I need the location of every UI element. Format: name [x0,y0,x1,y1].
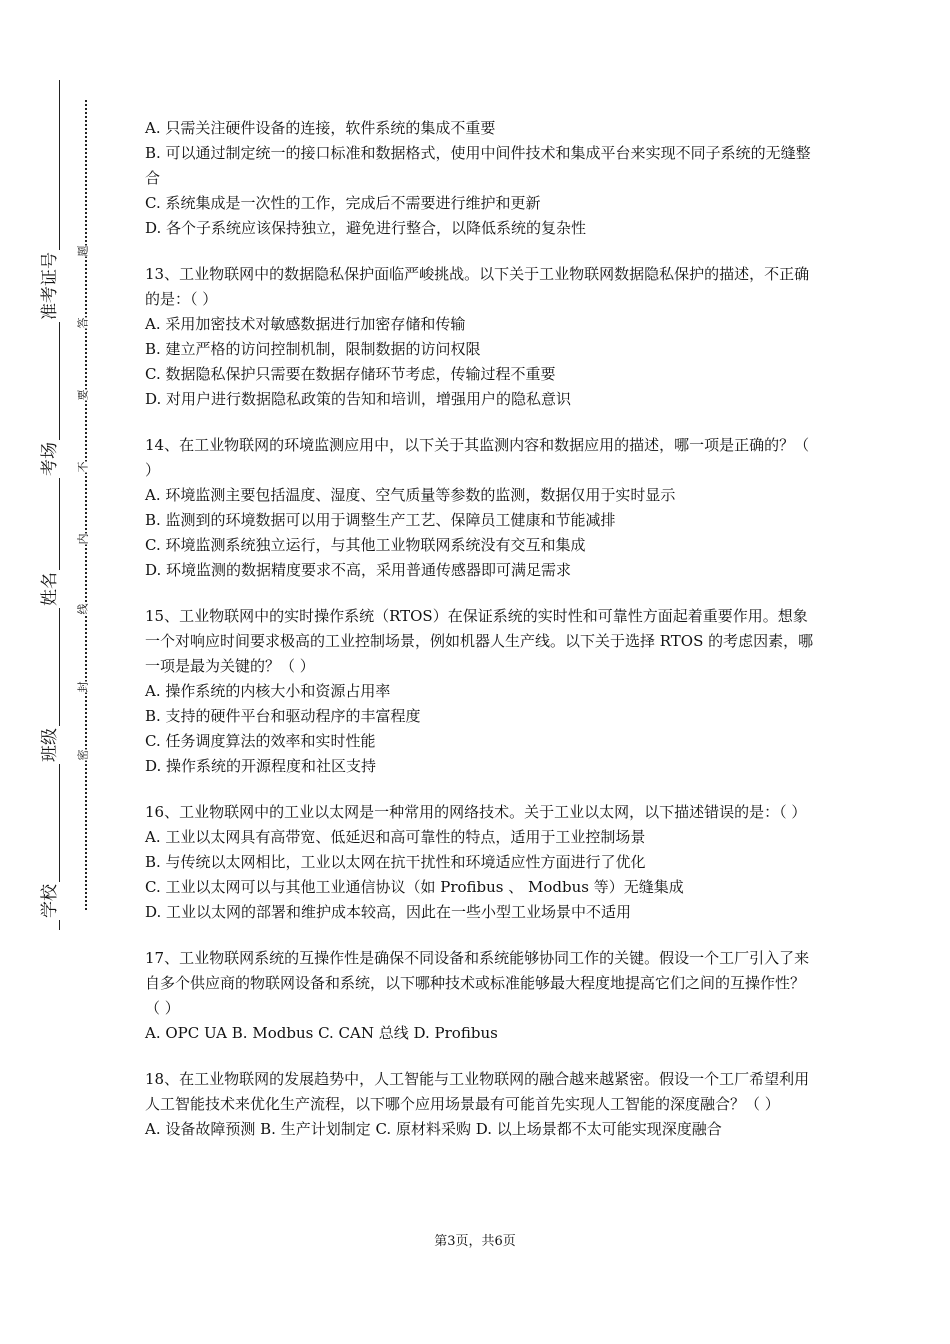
option-d: D. 操作系统的开源程度和社区支持 [145,757,377,775]
question-16 [145,800,815,925]
option-b: B. 建立严格的访问控制机制，限制数据的访问权限 [145,340,481,358]
option-b: B. 与传统以太网相比，工业以太网在抗干扰性和环境适应性方面进行了优化 [145,853,646,871]
seal-char-2: 封 [76,681,90,693]
option-d: D. 环境监测的数据精度要求不高，采用普通传感器即可满足需求 [145,561,572,579]
option-c: C. 工业以太网可以与其他工业通信协议（如 Profibus 、 Modbus 等）无缝集成 [145,878,684,896]
seal-char-3: 线 [76,603,90,615]
binding-dotted-line [85,100,87,910]
seal-char-5: 不 [76,461,90,473]
option-b: B. 监测到的环境数据可以用于调整生产工艺、保障员工健康和节能减排 [145,511,616,529]
option-a: A. 只需关注硬件设备的连接，软件系统的集成不重要 [145,119,496,137]
option-a: A. 操作系统的内核大小和资源占用率 [145,682,391,700]
option-a: A. 工业以太网具有高带宽、低延迟和高可靠性的特点，适用于工业控制场景 [145,828,646,846]
question-18 [145,1067,815,1142]
option-a: A. 环境监测主要包括温度、湿度、空气质量等参数的监测，数据仅用于实时显示 [145,486,676,504]
page-footer: 第3页，共6页 [434,1234,516,1249]
question-stem: 14、在工业物联网的环境监测应用中，以下关于其监测内容和数据应用的描述，哪一项是正确的？（ ） [145,436,810,479]
option-d: D. 各个子系统应该保持独立，避免进行整合，以降低系统的复杂性 [145,219,587,237]
question-13 [145,262,815,412]
question-stem: 13、工业物联网中的数据隐私保护面临严峻挑战。以下关于工业物联网数据隐私保护的描述，不正确的是：（ ） [145,265,810,308]
question-17 [145,946,815,1046]
option-c: C. 环境监测系统独立运行，与其他工业物联网系统没有交互和集成 [145,536,586,554]
question-stem: 17、工业物联网系统的互操作性是确保不同设备和系统能够协同工作的关键。假设一个工厂引入了来自多个供应商的物联网设备和系统，以下哪种技术或标准能够最大程度地提高它们之间的互操作性？（ ） [145,949,810,1017]
question-content [145,116,815,1163]
binding-solid-line [59,80,60,930]
question-stem: 15、工业物联网中的实时操作系统（RTOS）在保证系统的实时性和可靠性方面起着重要作用。想象一个对响应时间要求极高的工业控制场景，例如机器人生产线。以下关于选择 RTOS 的考虑因素，哪一项是最为关键的？（ ） [145,607,814,675]
seal-char-8: 题 [76,245,90,257]
options-inline: A. OPC UA B. Modbus C. CAN 总线 D. Profibus [145,1024,498,1042]
seal-char-1: 密 [76,749,90,761]
options-inline: A. 设备故障预测 B. 生产计划制定 C. 原材料采购 D. 以上场景都不太可能实现深度融合 [145,1120,722,1138]
seal-char-4: 内 [76,533,90,545]
option-b: B. 可以通过制定统一的接口标准和数据格式，使用中间件技术和集成平台来实现不同子系统的无缝整合 [145,144,811,187]
question-15 [145,604,815,779]
option-c: C. 数据隐私保护只需要在数据存储环节考虑，传输过程不重要 [145,365,556,383]
option-d: D. 工业以太网的部署和维护成本较高，因此在一些小型工业场景中不适用 [145,903,632,921]
question-14 [145,433,815,583]
option-a: A. 采用加密技术对敏感数据进行加密存储和传输 [145,315,466,333]
option-b: B. 支持的硬件平台和驱动程序的丰富程度 [145,707,421,725]
option-c: C. 任务调度算法的效率和实时性能 [145,732,376,750]
seal-char-6: 要 [76,389,90,401]
question-stem: 18、在工业物联网的发展趋势中，人工智能与工业物联网的融合越来越紧密。假设一个工厂希望利用人工智能技术来优化生产流程，以下哪个应用场景最有可能首先实现人工智能的深度融合？（ ） [145,1070,810,1113]
label-school: 学校 [40,884,60,918]
binding-margin [18,80,90,930]
label-exam-room: 考场 [40,442,60,476]
seal-char-7: 答 [76,317,90,329]
label-ticket-number: 准考证号 [40,252,60,320]
previous-question-options [145,116,815,241]
question-stem: 16、工业物联网中的工业以太网是一种常用的网络技术。关于工业以太网，以下描述错误的是：（ ） [145,803,807,821]
label-class: 班级 [40,728,60,762]
option-d: D. 对用户进行数据隐私政策的告知和培训，增强用户的隐私意识 [145,390,572,408]
option-c: C. 系统集成是一次性的工作，完成后不需要进行维护和更新 [145,194,541,212]
label-name: 姓名 [40,572,60,606]
